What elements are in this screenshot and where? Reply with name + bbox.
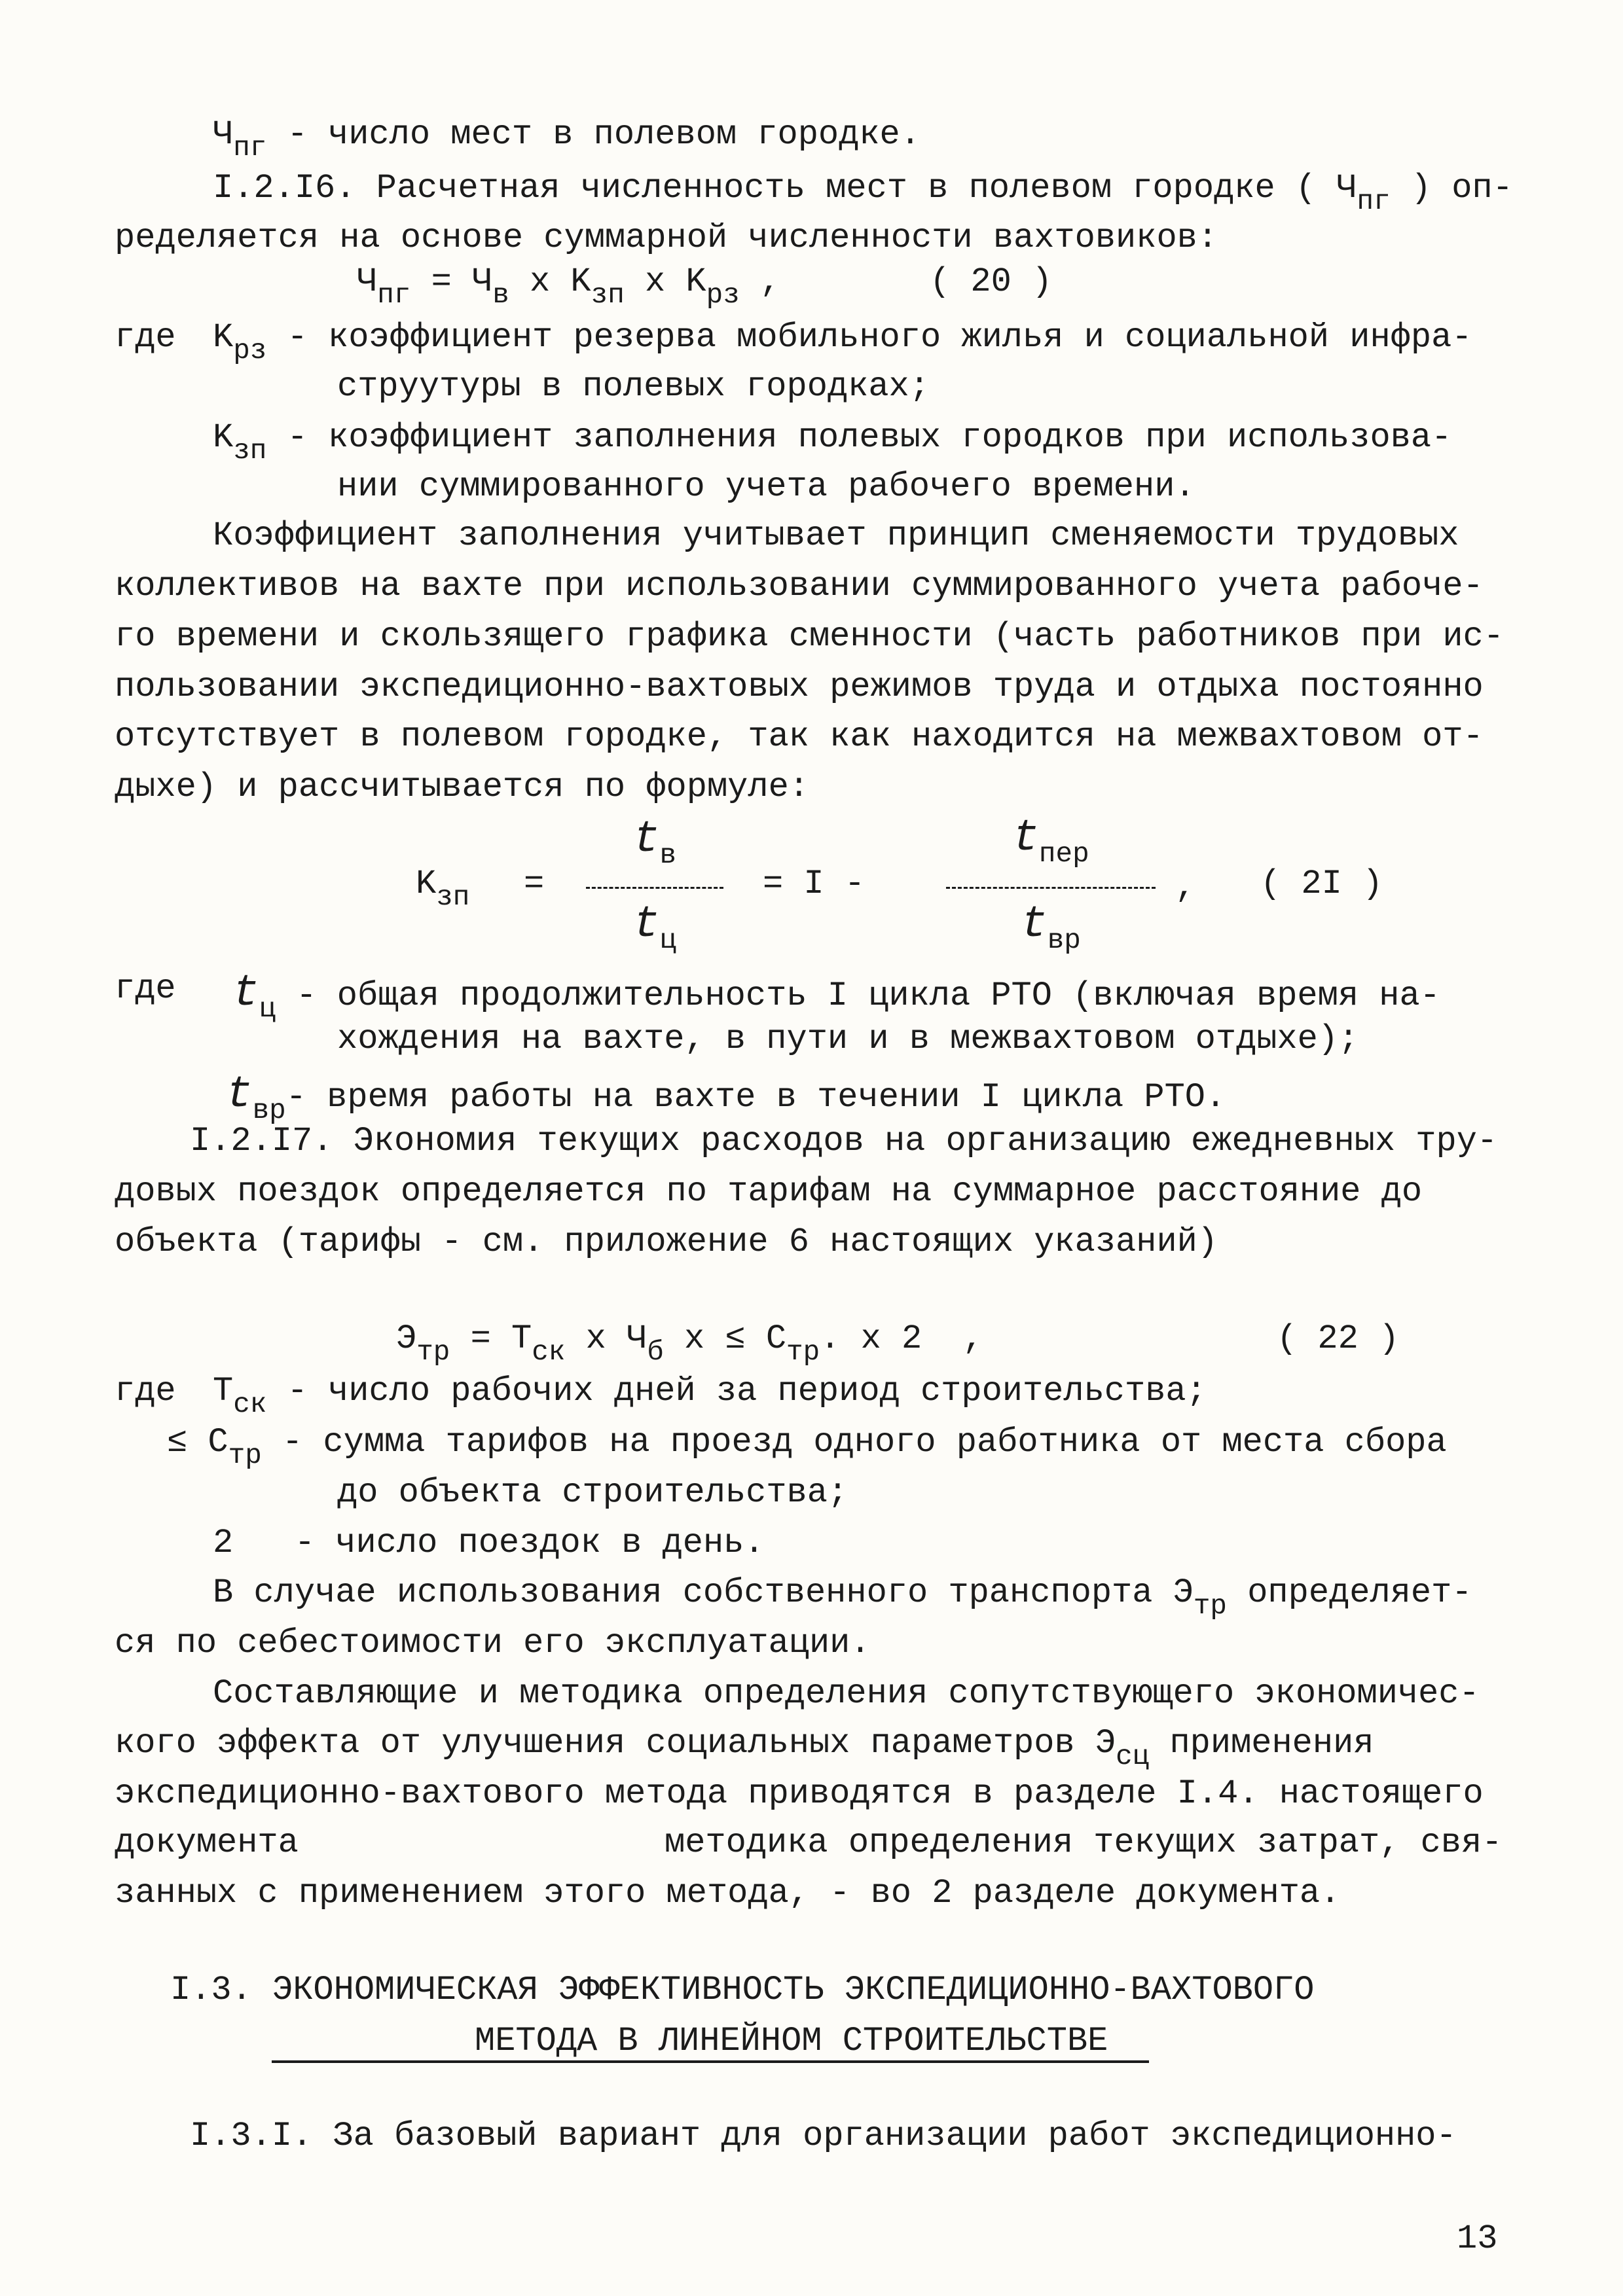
text-line: ределяется на основе суммарной численности вахтовиков:: [115, 219, 1218, 257]
text-line: Коэффициент заполнения учитывает принцип сменяемости трудовых: [213, 516, 1459, 555]
formula-20: $Ч_{пг} = Ч_в$ x $K_{зп}$ x $K_{рз}$ ,: [357, 262, 781, 311]
fraction-denominator: $t_ц$: [632, 900, 677, 956]
section-heading-line-2: МЕТОДА В ЛИНЕЙНОМ СТРОИТЕЛЬСТВЕ: [475, 2022, 1108, 2060]
definition-line: 2 - число поездок в день.: [213, 1524, 765, 1562]
fraction-bar: [586, 887, 723, 889]
fraction-bar: [946, 887, 1156, 889]
definition-lead: где: [115, 1372, 176, 1410]
text-line: В случае использования собственного транспорта $Э_{тр}$ определяет-: [213, 1573, 1472, 1622]
formula-equals: =: [524, 865, 545, 903]
text-line: до объекта строительства;: [337, 1473, 848, 1512]
text-line: хождения на вахте, в пути и в межвахтовом отдыхе);: [337, 1020, 1359, 1058]
text-line: $Ч_{пг}$ - число мест в полевом городке.: [213, 115, 921, 164]
text-line: отсутствует в полевом городке, так как находится на межвахтовом от-: [115, 717, 1484, 756]
definition-line: $K_{зп}$ - коэффициент заполнения полевых городков при использова-: [213, 418, 1452, 467]
formula-22: $Э_{тр} = T_{ск}$ x $Ч_б$ $x \le C_{тр}$. x 2 ,: [396, 1319, 983, 1368]
fraction-numerator: $t_{пер}$: [1012, 814, 1089, 870]
formula-number: ( 2I ): [1260, 865, 1383, 903]
text-line: струутуры в полевых городках;: [337, 367, 930, 406]
text-line: коллективов на вахте при использовании суммированного учета рабоче-: [115, 567, 1484, 605]
definition-line: $T_{ск}$ - число рабочих дней за период строительства;: [213, 1372, 1207, 1420]
heading-underline: [272, 2060, 1149, 2063]
text-line: методика определения текущих затрат, свя-: [665, 1823, 1503, 1862]
definition-line: $K_{рз}$ - коэффициент резерва мобильного жилья и социальной инфра-: [213, 318, 1472, 367]
text-line: довых поездок определяется по тарифам на суммарное расстояние до: [115, 1172, 1423, 1211]
formula-middle: = I -: [763, 865, 866, 903]
text-line: го времени и скользящего графика сменности (часть работников при ис-: [115, 617, 1504, 656]
text-line: Составляющие и методика определения сопутствующего экономичес-: [213, 1674, 1480, 1713]
paragraph-1-2-17: I.2.I7. Экономия текущих расходов на организацию ежедневных тру-: [190, 1122, 1498, 1160]
text-line: документа: [115, 1823, 299, 1862]
definition-lead: где: [115, 969, 176, 1008]
definition-line: $t_{вр}-$ время работы на вахте в течении I цикла РТО.: [226, 1070, 1226, 1126]
text-line: пользовании экспедиционно-вахтовых режимов труда и отдыха постоянно: [115, 668, 1484, 706]
text-line: дыхе) и рассчитывается по формуле:: [115, 768, 809, 806]
text-line: кого эффекта от улучшения социальных параметров $Э_{сц}$ применения: [115, 1724, 1374, 1772]
formula-number: ( 20 ): [930, 262, 1053, 301]
paragraph-1-3-1: I.3.I. За базовый вариант для организации работ экспедиционно-: [190, 2117, 1457, 2155]
text-line: нии суммированного учета рабочего времени.: [337, 467, 1195, 506]
definition-line: ≤ $C_{тр}$ - сумма тарифов на проезд одного работника от места сбора: [167, 1423, 1447, 1471]
page-number: 13: [1457, 2219, 1498, 2258]
formula-lhs: $K_{зп}$: [416, 865, 470, 913]
formula-comma: ,: [1175, 868, 1196, 906]
paragraph-1-2-16: I.2.I6. Расчетная численность мест в полевом городке ( $Ч_{пг}$ ) оп-: [213, 169, 1513, 217]
section-heading: I.3. ЭКОНОМИЧЕСКАЯ ЭФФЕКТИВНОСТЬ ЭКСПЕДИЦИОННО-ВАХТОВОГО: [170, 1971, 1315, 2009]
definition-lead: где: [115, 318, 176, 357]
definition-line: $t_ц$ - общая продолжительность I цикла РТО (включая время на-: [232, 969, 1440, 1025]
fraction-numerator: $t_в$: [632, 815, 677, 871]
text-line: экспедиционно-вахтового метода приводятся в разделе I.4. настоящего: [115, 1774, 1484, 1813]
fraction-denominator: $t_{вр}$: [1021, 900, 1081, 956]
text-line: ся по себестоимости его эксплуатации.: [115, 1624, 871, 1662]
text-line: занных с применением этого метода, - во 2 разделе документа.: [115, 1874, 1341, 1912]
formula-number: ( 22 ): [1277, 1319, 1400, 1358]
text-line: объекта (тарифы - см. приложение 6 настоящих указаний): [115, 1223, 1218, 1261]
